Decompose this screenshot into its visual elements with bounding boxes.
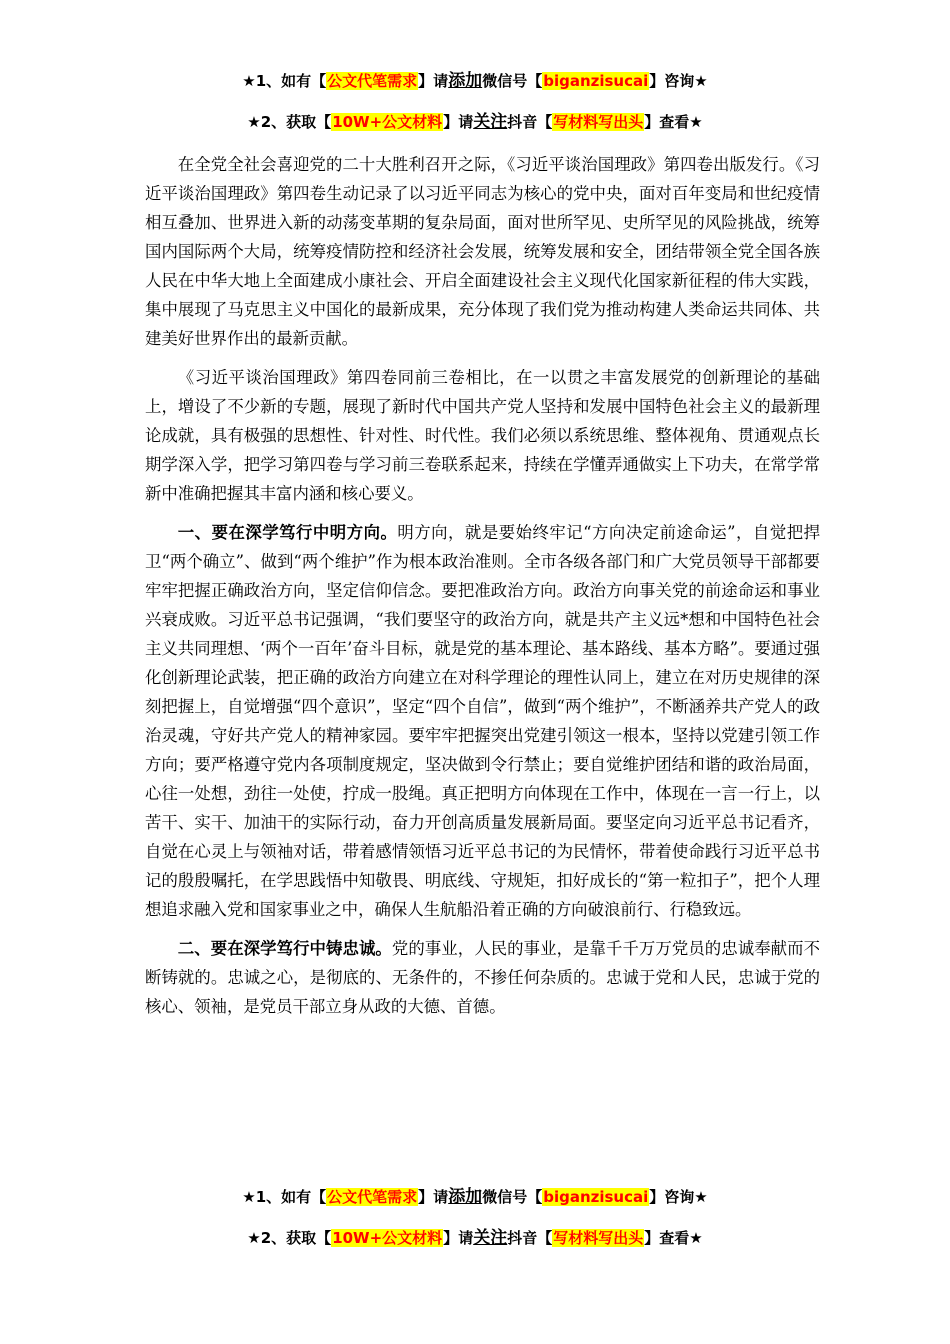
banner-text: 微信号【 [482,72,543,90]
banner-text: 】请 [418,1188,449,1206]
highlight-service: 公文代笔需求 [327,72,418,90]
section-heading-2: 二、要在深学笃行中铸忠诚。 [177,939,392,958]
highlight-douyin-account: 写材料写出头 [553,1229,644,1247]
banner-text: 抖音【 [507,1229,553,1247]
banner-text: ★2、获取【 [247,113,332,131]
underlined-word: 关注 [473,112,508,132]
header-banner-line-2 [0,111,950,133]
paragraph-study: 《习近平谈治国理政》第四卷同前三卷相比，在一以贯之丰富发展党的创新理论的基础上，增设了不少新的专题，展现了新时代中国共产党人坚持和发展中国特色社会主义的最新理论成就，具有极强的思想性、针对性、时代性。我们必须以系统思维、整体视角、贯通观点长期学深入学，把学习第四卷与学习前三卷联系起来，持续在学懂弄通做实上下功夫，在常学常新中准确把握其丰富内涵和核心要义。 [145,368,820,503]
banner-text: ★1、如有【 [242,1188,327,1206]
banner-text: 】咨询★ [649,72,708,90]
highlight-douyin-account: 写材料写出头 [553,113,644,131]
paragraph-text: 党的事业，人民的事业，是靠千千万万党员的忠诚奉献而不断铸就的。忠诚之心，是彻底的、无条件的，不掺任何杂质的。忠诚于党和人民，忠诚于党的核心、领袖，是党员干部立身从政的大德、首德。 [145,939,820,1016]
highlight-materials: 10W+公文材料 [332,113,443,131]
paragraph-intro: 在全党全社会喜迎党的二十大胜利召开之际，《习近平谈治国理政》第四卷出版发行。《习近平谈治国理政》第四卷生动记录了以习近平同志为核心的党中央，面对百年变局和世纪疫情相互叠加、世界进入新的动荡变革期的复杂局面，面对世所罕见、史所罕见的风险挑战，统筹国内国际两个大局，统筹疫情防控和经济社会发展，统筹发展和安全，团结带领全党全国各族人民在中华大地上全面建成小康社会、开启全面建设社会主义现代化国家新征程的伟大实践，集中展现了马克思主义中国化的最新成果，充分体现了我们党为推动构建人类命运共同体、共建美好世界作出的最新贡献。 [145,155,820,348]
paragraph-text: 明方向，就是要始终牢记“方向决定前途命运”，自觉把捍卫“两个确立”、做到“两个维护”作为根本政治准则。全市各级各部门和广大党员领导干部都要牢牢把握正确政治方向，坚定信仰信念。要把准政治方向。政治方向事关党的前途命运和事业兴衰成败。习近平总书记强调，“我们要坚守的政治方向，就是共产主义远*想和中国特色社会主义共同理想、‘两个一百年’奋斗目标，就是党的基本理论、基本路线、基本方略”。要通过强化创新理论武装，把正确的政治方向建立在对科学理论的理性认同上，建立在对历史规律的深刻把握上，自觉增强“四个意识”，坚定“四个自信”，做到“两个维护”，不断涵养共产党人的政治灵魂，守好共产党人的精神家园。要牢牢把握突出党建引领这一根本，坚持以党建引领工作方向；要严格遵守党内各项制度规定，坚决做到令行禁止；要自觉维护团结和谐的政治局面，心往一处想，劲往一处使，拧成一股绳。真正把明方向体现在工作中，体现在一言一行上，以苦干、实干、加油干的实际行动，奋力开创高质量发展新局面。要坚定向习近平总书记看齐，自觉在心灵上与领袖对话，带着感情领悟习近平总书记的为民情怀，带着使命践行习近平总书记的殷殷嘱托，在学思践悟中知敬畏、明底线、守规矩，扣好成长的“第一粒扣子”，把个人理想追求融入党和国家事业之中，确保人生航船沿着正确的方向破浪前行、行稳致远。 [145,523,820,919]
underlined-word: 添加 [448,1187,483,1207]
highlight-service: 公文代笔需求 [327,1188,418,1206]
banner-text: 抖音【 [507,113,553,131]
section-heading-1: 一、要在深学笃行中明方向。 [177,523,398,542]
footer-banner-line-2 [0,1227,950,1249]
banner-text: 】咨询★ [649,1188,708,1206]
document-body [145,150,820,1031]
highlight-materials: 10W+公文材料 [332,1229,443,1247]
banner-text: ★2、获取【 [247,1229,332,1247]
banner-text: 微信号【 [482,1188,543,1206]
banner-text: 】查看★ [644,113,703,131]
banner-text: 】请 [418,72,449,90]
footer-banner-line-1 [0,1186,950,1208]
banner-text: 】请 [443,113,474,131]
highlight-wechat-id: biganzisucai [543,1188,649,1206]
paragraph-loyalty [145,934,820,1021]
underlined-word: 添加 [448,71,483,91]
banner-text: ★1、如有【 [242,72,327,90]
header-banner-line-1 [0,70,950,92]
paragraph-direction [145,518,820,924]
banner-text: 】查看★ [644,1229,703,1247]
highlight-wechat-id: biganzisucai [543,72,649,90]
underlined-word: 关注 [473,1228,508,1248]
banner-text: 】请 [443,1229,474,1247]
